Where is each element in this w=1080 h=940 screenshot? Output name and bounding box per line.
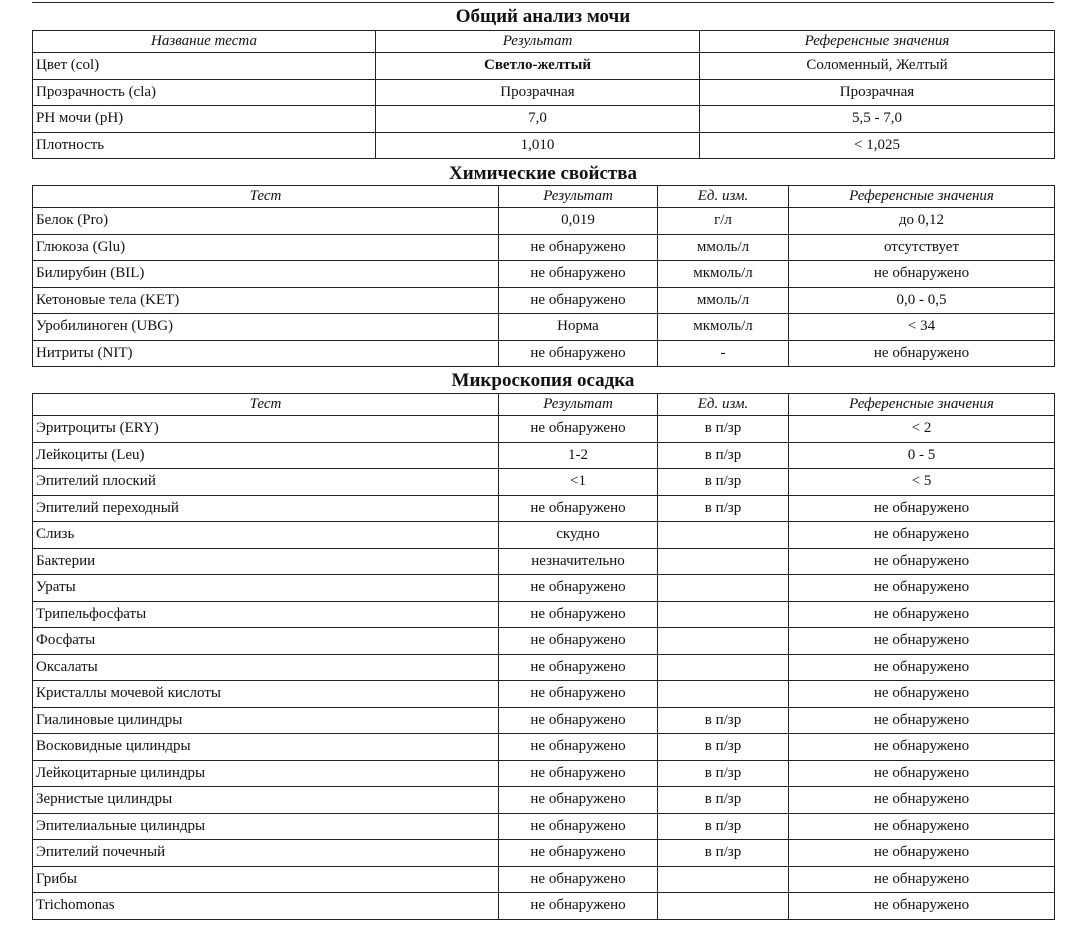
table-row	[33, 787, 1055, 814]
header-unit: Ед. изм.	[658, 186, 789, 208]
cell-ref: не обнаружено	[789, 522, 1055, 549]
header-result: Результат	[499, 394, 658, 416]
cell-unit: в п/зр	[658, 469, 789, 496]
cell-unit: в п/зр	[658, 416, 789, 443]
cell-name: Уробилиноген (UBG)	[33, 314, 499, 341]
header-name: Название теста	[33, 31, 376, 53]
cell-result: не обнаружено	[499, 234, 658, 261]
cell-ref: не обнаружено	[789, 601, 1055, 628]
cell-unit: в п/зр	[658, 707, 789, 734]
cell-result: Светло-желтый	[376, 53, 700, 80]
header-name: Тест	[33, 186, 499, 208]
cell-result: Прозрачная	[376, 79, 700, 106]
cell-name: Лейкоциты (Leu)	[33, 442, 499, 469]
cell-ref: до 0,12	[789, 208, 1055, 235]
cell-result: <1	[499, 469, 658, 496]
cell-result: не обнаружено	[499, 654, 658, 681]
cell-ref: < 1,025	[700, 132, 1055, 159]
cell-ref: не обнаружено	[789, 628, 1055, 655]
cell-result: не обнаружено	[499, 628, 658, 655]
table-row	[33, 734, 1055, 761]
cell-result: скудно	[499, 522, 658, 549]
table-row	[33, 416, 1055, 443]
cell-ref: Прозрачная	[700, 79, 1055, 106]
cell-name: Эпителий переходный	[33, 495, 499, 522]
cell-result: не обнаружено	[499, 760, 658, 787]
cell-name: Оксалаты	[33, 654, 499, 681]
cell-unit	[658, 866, 789, 893]
cell-ref: не обнаружено	[789, 787, 1055, 814]
cell-name: Цвет (col)	[33, 53, 376, 80]
cell-ref: 0,0 - 0,5	[789, 287, 1055, 314]
cell-result: не обнаружено	[499, 416, 658, 443]
cell-ref: не обнаружено	[789, 495, 1055, 522]
cell-ref: не обнаружено	[789, 548, 1055, 575]
cell-result: не обнаружено	[499, 813, 658, 840]
cell-unit	[658, 575, 789, 602]
cell-unit	[658, 522, 789, 549]
header-unit: Ед. изм.	[658, 394, 789, 416]
table-row	[33, 893, 1055, 920]
cell-unit	[658, 654, 789, 681]
table-row	[33, 866, 1055, 893]
cell-result: не обнаружено	[499, 495, 658, 522]
cell-unit: ммоль/л	[658, 234, 789, 261]
table-header-row	[33, 186, 1055, 208]
cell-name: Фосфаты	[33, 628, 499, 655]
cell-result: не обнаружено	[499, 681, 658, 708]
table-row	[33, 813, 1055, 840]
cell-name: Trichomonas	[33, 893, 499, 920]
cell-name: Зернистые цилиндры	[33, 787, 499, 814]
cell-ref: не обнаружено	[789, 813, 1055, 840]
general-analysis-table	[32, 30, 1055, 159]
cell-name: Эпителий почечный	[33, 840, 499, 867]
cell-result: не обнаружено	[499, 287, 658, 314]
cell-ref: не обнаружено	[789, 893, 1055, 920]
header-ref: Референсные значения	[700, 31, 1055, 53]
cell-unit	[658, 681, 789, 708]
table-row	[33, 208, 1055, 235]
cell-result: не обнаружено	[499, 734, 658, 761]
cell-unit: в п/зр	[658, 734, 789, 761]
table-row	[33, 261, 1055, 288]
cell-result: 0,019	[499, 208, 658, 235]
table-row	[33, 707, 1055, 734]
table-row	[33, 654, 1055, 681]
table-header-row	[33, 394, 1055, 416]
cell-unit: в п/зр	[658, 840, 789, 867]
cell-name: Лейкоцитарные цилиндры	[33, 760, 499, 787]
cell-unit: в п/зр	[658, 495, 789, 522]
microscopy-body	[33, 416, 1055, 920]
cell-ref: не обнаружено	[789, 681, 1055, 708]
cell-ref: 5,5 - 7,0	[700, 106, 1055, 133]
cell-ref: отсутствует	[789, 234, 1055, 261]
cell-unit	[658, 893, 789, 920]
cell-name: Слизь	[33, 522, 499, 549]
table-row	[33, 681, 1055, 708]
header-name: Тест	[33, 394, 499, 416]
cell-result: незначительно	[499, 548, 658, 575]
header-result: Результат	[499, 186, 658, 208]
cell-ref: 0 - 5	[789, 442, 1055, 469]
table-row	[33, 53, 1055, 80]
cell-result: не обнаружено	[499, 840, 658, 867]
cell-result: 1-2	[499, 442, 658, 469]
cell-ref: не обнаружено	[789, 654, 1055, 681]
cell-result: 7,0	[376, 106, 700, 133]
cell-result: не обнаружено	[499, 707, 658, 734]
cell-ref: не обнаружено	[789, 340, 1055, 367]
section-title-general: Общий анализ мочи	[455, 6, 631, 27]
cell-name: Нитриты (NIT)	[33, 340, 499, 367]
cell-result: не обнаружено	[499, 893, 658, 920]
cell-ref: не обнаружено	[789, 734, 1055, 761]
table-row	[33, 628, 1055, 655]
table-row	[33, 234, 1055, 261]
cell-unit: в п/зр	[658, 787, 789, 814]
table-row	[33, 840, 1055, 867]
cell-name: Гиалиновые цилиндры	[33, 707, 499, 734]
cell-unit: г/л	[658, 208, 789, 235]
cell-name: Трипельфосфаты	[33, 601, 499, 628]
table-row	[33, 340, 1055, 367]
cell-name: Ураты	[33, 575, 499, 602]
cell-unit: мкмоль/л	[658, 314, 789, 341]
cell-name: Эпителий плоский	[33, 469, 499, 496]
general-analysis-body	[33, 53, 1055, 159]
cell-name: Эритроциты (ERY)	[33, 416, 499, 443]
cell-name: Восковидные цилиндры	[33, 734, 499, 761]
cell-name: Кристаллы мочевой кислоты	[33, 681, 499, 708]
table-row	[33, 132, 1055, 159]
cell-unit: ммоль/л	[658, 287, 789, 314]
section-title-chemical: Химические свойства	[449, 163, 637, 184]
table-row	[33, 575, 1055, 602]
cell-name: Плотность	[33, 132, 376, 159]
cell-unit: в п/зр	[658, 442, 789, 469]
top-rule	[32, 2, 1054, 3]
cell-ref: < 2	[789, 416, 1055, 443]
microscopy-table	[32, 393, 1055, 920]
cell-ref: < 5	[789, 469, 1055, 496]
cell-name: Эпителиальные цилиндры	[33, 813, 499, 840]
cell-result: не обнаружено	[499, 866, 658, 893]
header-ref: Референсные значения	[789, 186, 1055, 208]
table-row	[33, 548, 1055, 575]
cell-ref: < 34	[789, 314, 1055, 341]
table-row	[33, 314, 1055, 341]
cell-name: PH мочи (pH)	[33, 106, 376, 133]
table-row	[33, 79, 1055, 106]
cell-name: Бактерии	[33, 548, 499, 575]
table-row	[33, 760, 1055, 787]
cell-unit: в п/зр	[658, 760, 789, 787]
cell-result: не обнаружено	[499, 787, 658, 814]
cell-ref: не обнаружено	[789, 840, 1055, 867]
table-row	[33, 469, 1055, 496]
table-row	[33, 522, 1055, 549]
cell-name: Глюкоза (Glu)	[33, 234, 499, 261]
cell-unit	[658, 628, 789, 655]
cell-ref: не обнаружено	[789, 707, 1055, 734]
chemical-properties-body	[33, 208, 1055, 367]
header-ref: Референсные значения	[789, 394, 1055, 416]
cell-name: Билирубин (BIL)	[33, 261, 499, 288]
section-title-microscopy: Микроскопия осадка	[451, 370, 635, 391]
cell-name: Грибы	[33, 866, 499, 893]
cell-ref: не обнаружено	[789, 866, 1055, 893]
cell-ref: Соломенный, Желтый	[700, 53, 1055, 80]
cell-unit	[658, 601, 789, 628]
cell-result: не обнаружено	[499, 261, 658, 288]
cell-ref: не обнаружено	[789, 261, 1055, 288]
cell-unit: мкмоль/л	[658, 261, 789, 288]
cell-result: не обнаружено	[499, 575, 658, 602]
chemical-properties-table	[32, 185, 1055, 367]
cell-ref: не обнаружено	[789, 760, 1055, 787]
table-row	[33, 106, 1055, 133]
cell-result: не обнаружено	[499, 340, 658, 367]
cell-name: Прозрачность (cla)	[33, 79, 376, 106]
cell-unit: в п/зр	[658, 813, 789, 840]
cell-name: Кетоновые тела (KET)	[33, 287, 499, 314]
table-header-row	[33, 31, 1055, 53]
cell-unit: -	[658, 340, 789, 367]
header-result: Результат	[376, 31, 700, 53]
cell-result: 1,010	[376, 132, 700, 159]
cell-ref: не обнаружено	[789, 575, 1055, 602]
cell-name: Белок (Pro)	[33, 208, 499, 235]
table-row	[33, 601, 1055, 628]
cell-result: Норма	[499, 314, 658, 341]
cell-result: не обнаружено	[499, 601, 658, 628]
cell-unit	[658, 548, 789, 575]
table-row	[33, 287, 1055, 314]
table-row	[33, 442, 1055, 469]
table-row	[33, 495, 1055, 522]
